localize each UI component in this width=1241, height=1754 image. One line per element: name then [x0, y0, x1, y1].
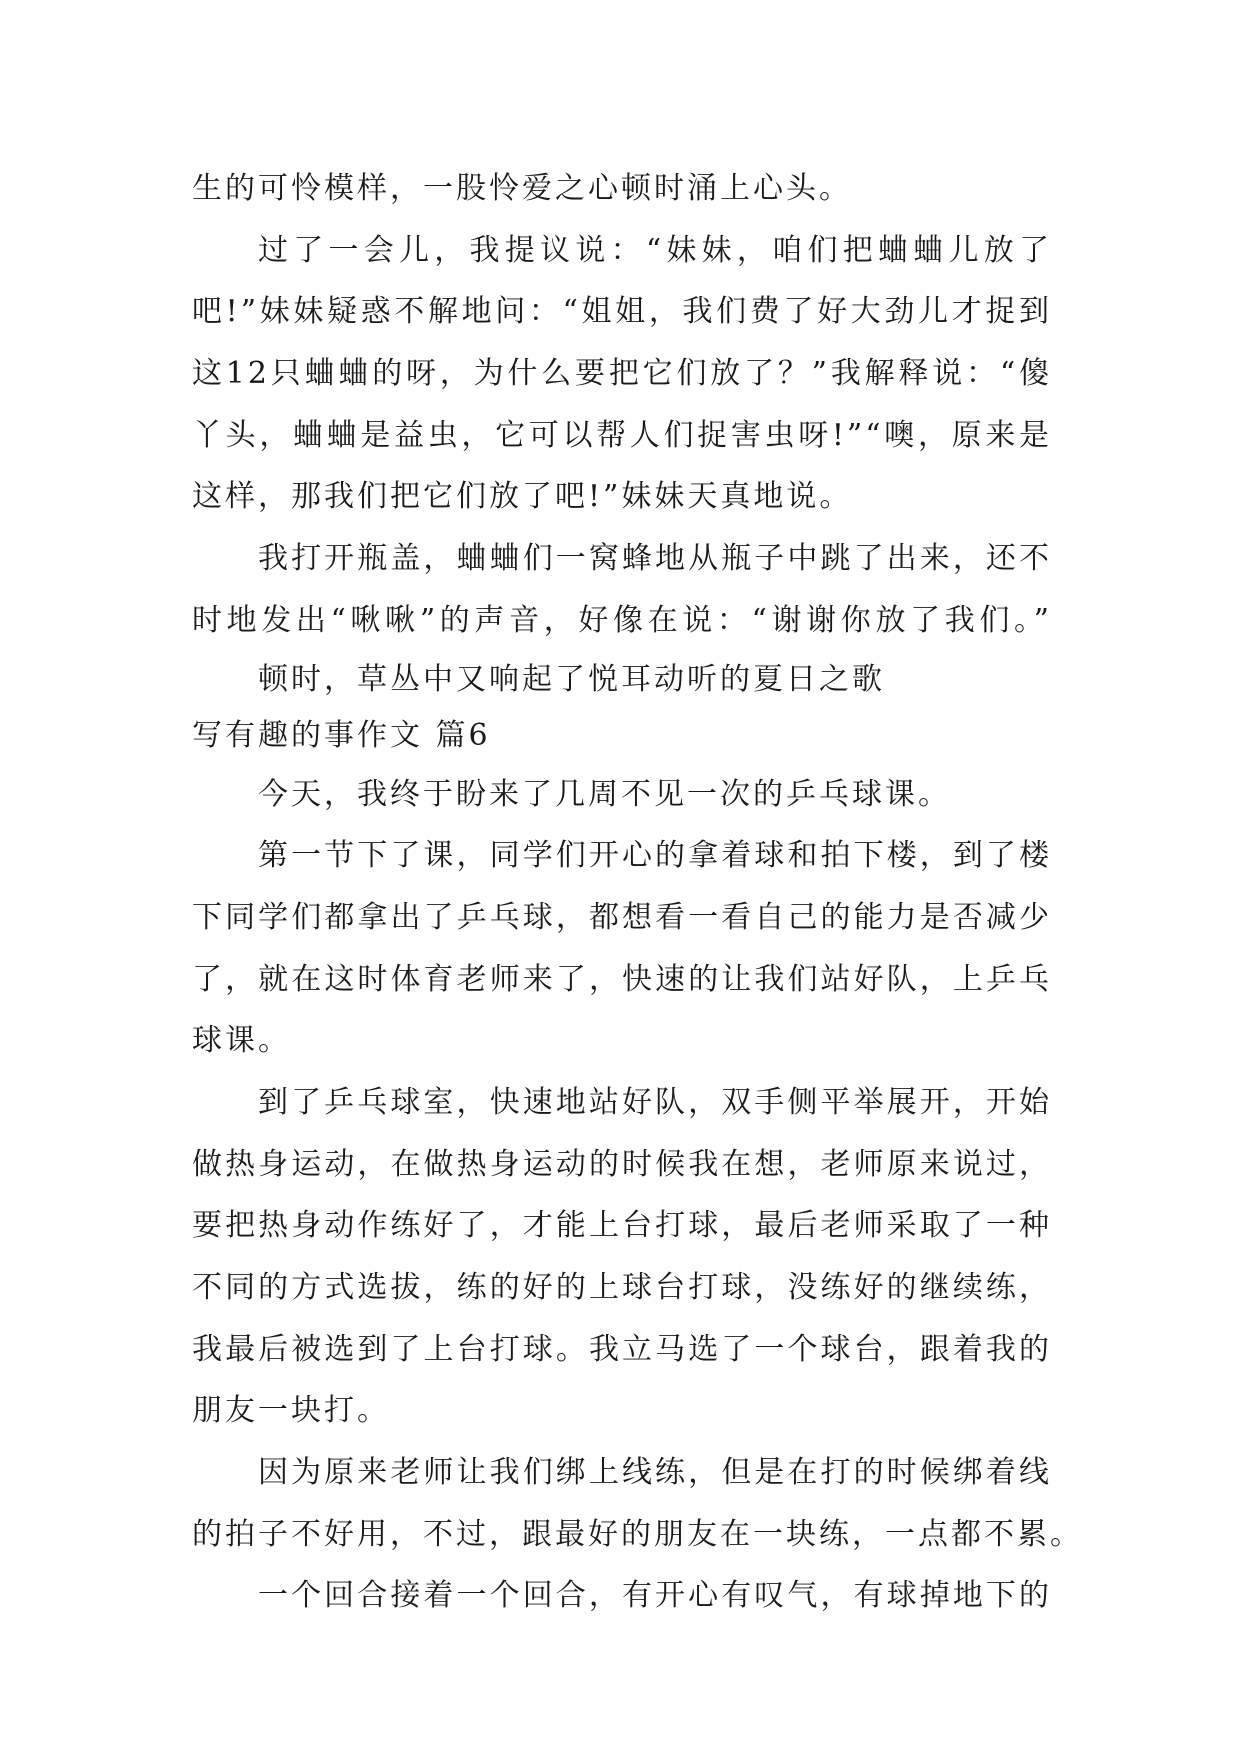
text-line: 不同的方式选拔，练的好的上球台打球，没练好的继续练，	[192, 1270, 1052, 1305]
text-line: 顿时，草丛中又响起了悦耳动听的夏日之歌	[258, 661, 885, 697]
text-line: 要把热身动作练好了，才能上台打球，最后老师采取了一种	[192, 1208, 1052, 1244]
section-heading: 写有趣的事作文 篇6	[192, 717, 491, 753]
text-line: 这12只蛐蛐的呀，为什么要把它们放了？”我解释说：“傻	[192, 356, 1052, 392]
text-line: 我打开瓶盖，蛐蛐们一窝蜂地从瓶子中跳了出来，还不	[258, 541, 1052, 577]
text-line: 生的可怜模样，一股怜爱之心顿时涌上心头。	[192, 171, 852, 206]
text-line: 今天，我终于盼来了几周不见一次的乒乓球课。	[258, 776, 951, 812]
text-line: 时地发出“啾啾”的声音，好像在说：“谢谢你放了我们。”	[192, 602, 1052, 638]
text-line: 丫头，蛐蛐是益虫，它可以帮人们捉害虫呀!”“噢，原来是	[192, 417, 1052, 453]
text-line: 的拍子不好用，不过，跟最好的朋友在一块练，一点都不累。	[192, 1516, 1083, 1552]
text-line: 吧!”妹妹疑惑不解地问：“姐姐，我们费了好大劲儿才捉到	[192, 294, 1052, 330]
text-line: 做热身运动，在做热身运动的时候我在想，老师原来说过，	[192, 1146, 1052, 1182]
text-line: 了，就在这时体育老师来了，快速的让我们站好队，上乒乓	[192, 961, 1052, 997]
text-line: 这样，那我们把它们放了吧!”妹妹天真地说。	[192, 479, 853, 515]
text-line: 过了一会儿，我提议说：“妹妹，咱们把蛐蛐儿放了	[258, 232, 1052, 268]
text-line: 一个回合接着一个回合，有开心有叹气，有球掉地下的	[258, 1578, 1052, 1614]
text-line: 我最后被选到了上台打球。我立马选了一个球台，跟着我的	[192, 1331, 1052, 1367]
text-line: 因为原来老师让我们绑上线练，但是在打的时候绑着线	[258, 1455, 1052, 1491]
text-line: 下同学们都拿出了乒乓球，都想看一看自己的能力是否减少	[192, 899, 1052, 935]
text-line: 球课。	[192, 1023, 291, 1059]
text-line: 朋友一块打。	[192, 1393, 390, 1429]
text-line: 到了乒乓球室，快速地站好队，双手侧平举展开，开始	[258, 1084, 1052, 1120]
document-body	[192, 158, 1083, 1627]
text-line: 第一节下了课，同学们开心的拿着球和拍下楼，到了楼	[258, 838, 1052, 874]
